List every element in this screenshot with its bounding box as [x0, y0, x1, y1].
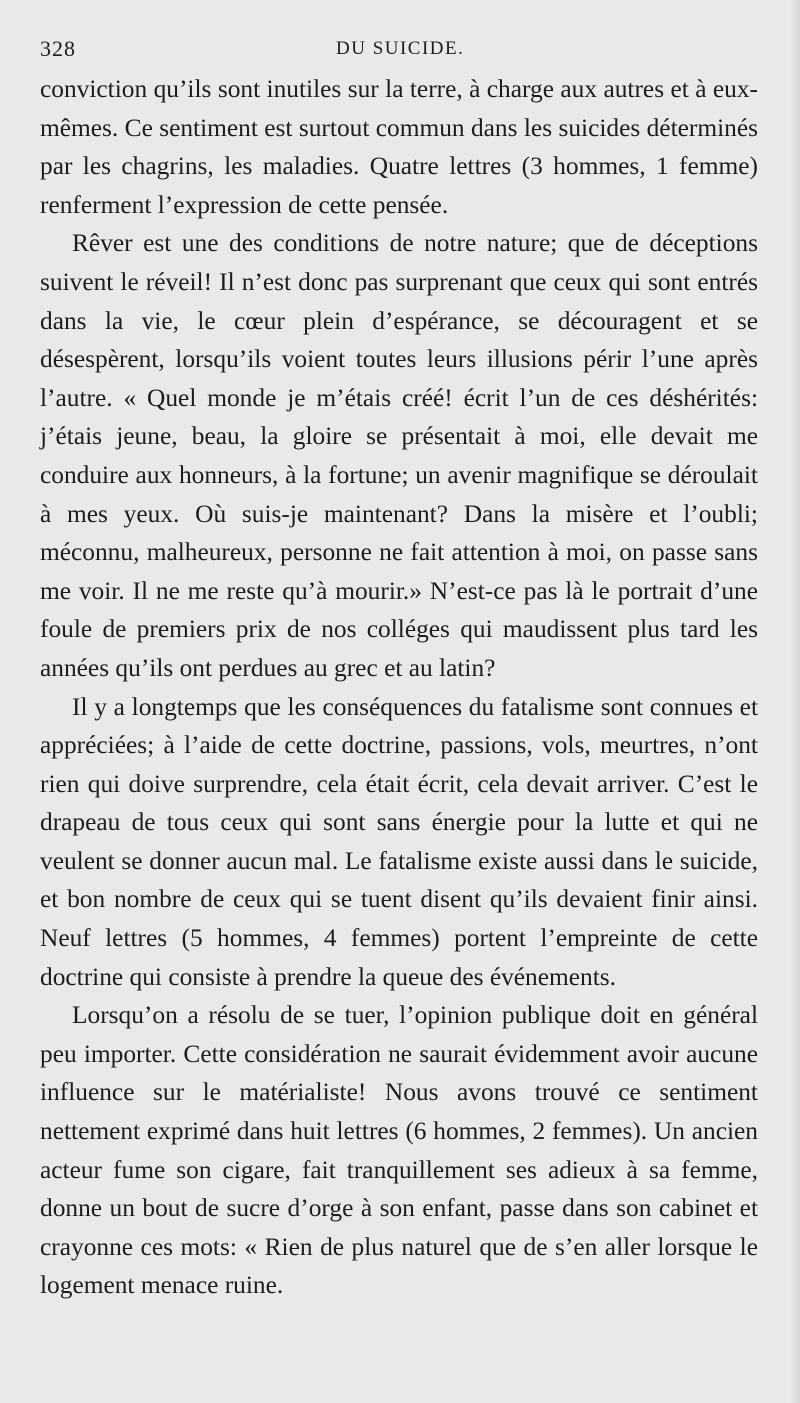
- paragraph: Lorsqu’on a résolu de se tuer, l’opinion publique doit en général peu importer. Cette considération ne saurait évidemment avoir aucune influence sur le matérialiste! Nous avons trouvé ce sentiment nettement exprimé dans huit lettres (6 hommes, 2 femmes). Un ancien acteur fume son cigare, fait tranquillement ses adieux à sa femme, donne un bout de sucre d’orge à son enfant, passe dans son cabinet et crayonne ces mots: « Rien de plus naturel que de s’en aller lorsque le logement menace ruine.: [40, 1001, 758, 1300]
- running-head: DU SUICIDE.: [336, 38, 465, 59]
- paragraph: Il y a longtemps que les conséquences du fatalisme sont connues et appréciées; à l’aide de cette doctrine, passions, vols, meurtres, n’ont rien qui doive surprendre, cela était écrit, cela devait arriver. C’est le drapeau de tous ceux qui sont sans énergie pour la lutte et qui ne veulent se donner aucun mal. Le fatalisme existe aussi dans le suicide, et bon nombre de ceux qui se tuent disent qu’ils devaient finir ainsi. Neuf lettres (5 hommes, 4 femmes) portent l’empreinte de cette doctrine qui consiste à prendre la queue des événements.: [40, 692, 758, 991]
- page-header: [40, 30, 758, 70]
- body-text: [40, 70, 758, 1305]
- paragraph: Rêver est une des conditions de notre nature; que de déceptions suivent le réveil! Il n’est donc pas surprenant que ceux qui sont entrés dans la vie, le cœur plein d’espérance, se découragent et se désespèrent, lorsqu’ils voient toutes leurs illusions périr l’une après l’autre. « Quel monde je m’étais créé! écrit l’un de ces déshérités: j’étais jeune, beau, la gloire se présentait à moi, elle devait me conduire aux honneurs, à la fortune; un avenir magnifique se déroulait à mes yeux. Où suis-je maintenant? Dans la misère et l’oubli; méconnu, malheureux, personne ne fait attention à moi, on passe sans me voir. Il ne me reste qu’à mourir.» N’est-ce pas là le portrait d’une foule de premiers prix de nos colléges qui maudissent plus tard les années qu’ils ont perdues au grec et au latin?: [40, 229, 758, 682]
- page-number: 328: [40, 36, 76, 61]
- paragraph: conviction qu’ils sont inutiles sur la terre, à charge aux autres et à eux-mêmes. Ce sentiment est surtout commun dans les suicides déterminés par les chagrins, les maladies. Quatre lettres (3 hommes, 1 femme) renferment l’expression de cette pensée.: [40, 75, 758, 219]
